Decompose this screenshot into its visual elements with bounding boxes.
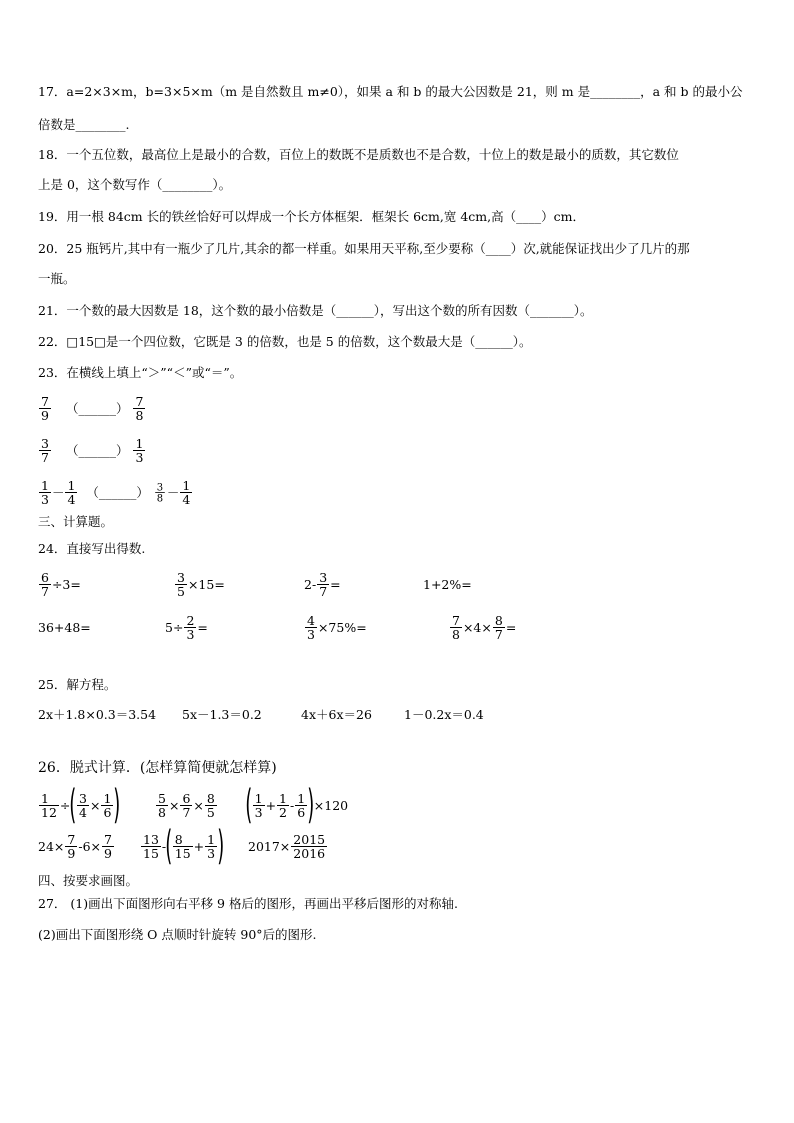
left-paren: ( — [69, 782, 77, 828]
fraction: $\frac{1}{2}$ — [279, 790, 287, 820]
q26-calc-4 — [38, 826, 115, 866]
q20-line1: 20．25 瓶钙片,其中有一瓶少了几片,其余的都一样重。如果用天平称,至少要称（____）次,就能保证找出少了几片的那 — [38, 241, 690, 256]
expr-text: ×120 — [313, 797, 349, 813]
operator: - — [161, 838, 167, 854]
answer-blank[interactable]: （______） — [65, 443, 129, 458]
fraction: $\frac{4}{3}$ — [307, 612, 315, 642]
fraction: $\frac{3}{4}$ — [79, 790, 87, 820]
fraction: $\frac{7}{9}$ — [67, 831, 76, 861]
expr-text: 2017× — [248, 838, 291, 854]
q21-line1: 21．一个数的最大因数是 18，这个数的最小倍数是（______），写出这个数的所有因数（_______）。 — [38, 303, 593, 318]
fraction: $\frac{2}{3}$ — [186, 612, 195, 642]
expr-text: 24× — [38, 838, 65, 854]
expr-text: = — [505, 619, 517, 635]
left-paren: ( — [165, 823, 173, 869]
fraction: $\frac{7}{8}$ — [452, 612, 460, 642]
answer-blank[interactable]: （______） — [86, 485, 149, 500]
expr-text: 1+2%= — [423, 576, 472, 592]
q24-expr-6 — [165, 607, 208, 647]
expr-text: ×15= — [187, 576, 225, 592]
q18-line1: 18．一个五位数，最高位上是最小的合数，百位上的数既不是质数也不是合数，十位上的数是最小的质数，其它数位 — [38, 147, 679, 162]
expr-text: = — [330, 576, 341, 592]
q26-title: 26．脱式计算．(怎样算简便就怎样算) — [38, 760, 277, 776]
q24-expr-4 — [423, 564, 472, 604]
minus-sign: － — [166, 485, 180, 500]
q27-line2: (2)画出下面图形绕 O 点顺时针旋转 90°后的图形. — [38, 927, 317, 942]
fraction: 1 3 — [254, 790, 263, 820]
q25-title: 25．解方程。 — [38, 677, 117, 692]
q24-expr-5 — [38, 607, 91, 647]
q26-calc-5 — [140, 823, 225, 869]
fraction: 13 15 — [143, 831, 159, 861]
right-paren: ) — [113, 782, 121, 828]
q27-line1: 27． (1)画出下面图形向右平移 9 格后的图形，再画出平移后图形的对称轴. — [38, 896, 458, 911]
expr-text: ×4× — [462, 619, 492, 635]
fraction: 1 3 — [41, 477, 49, 507]
fraction: $\frac{2015}{2016}$ — [293, 831, 326, 861]
minus-sign: － — [51, 485, 65, 500]
q25-eq-3: 4x＋6x＝26 — [301, 707, 372, 722]
fraction: $\frac{1}{3}$ — [207, 831, 216, 861]
q24-expr-1 — [38, 564, 81, 604]
q22-line1: 22．□15□是一个四位数，它既是 3 的倍数，也是 5 的倍数，这个数最大是（______）。 — [38, 334, 532, 349]
fraction: $\frac{1}{12}$ — [41, 790, 57, 820]
fraction: $\frac{8}{5}$ — [206, 790, 215, 820]
fraction: $\frac{5}{8}$ — [158, 790, 166, 820]
operator: + — [265, 797, 277, 813]
right-paren: ) — [217, 823, 225, 869]
q26-calc-6 — [248, 826, 328, 866]
q26-calc-3 — [245, 782, 349, 828]
expr-text: ×75%= — [317, 619, 367, 635]
right-paren: ) — [307, 782, 315, 828]
q17-line1: 17．a=2×3×m，b=3×5×m（m 是自然数且 m≠0），如果 a 和 b 的最大公因数是 21，则 m 是________，a 和 b 的最小公 — [38, 84, 743, 99]
fraction: $\frac{3}{5}$ — [177, 569, 185, 599]
q23-row-2 — [38, 430, 146, 470]
q25-eq-4: 1－0.2x＝0.4 — [404, 707, 484, 722]
q23-row-1 — [38, 388, 146, 428]
fraction: 3 8 — [156, 480, 164, 504]
fraction: 8 15 — [174, 831, 191, 861]
expr-text: = — [197, 619, 208, 635]
fraction: 1 4 — [67, 477, 76, 507]
expr-text: 5÷ — [165, 619, 184, 635]
q24-expr-8 — [449, 607, 516, 647]
fraction: 3 7 — [41, 435, 49, 465]
operator: - — [290, 797, 295, 813]
q25-eq-2: 5x－1.3＝0.2 — [182, 707, 262, 722]
expr-text: -6× — [78, 838, 101, 854]
fraction: $\frac{7}{9}$ — [104, 831, 112, 861]
q17-line2: 倍数是________. — [38, 117, 130, 132]
section-3-heading: 三、计算题。 — [38, 514, 114, 529]
fraction: 1 3 — [135, 435, 144, 465]
operator: ÷ — [59, 797, 71, 813]
q24-expr-3 — [304, 564, 341, 604]
answer-blank[interactable]: （______） — [65, 401, 129, 416]
fraction: $\frac{1}{6}$ — [103, 790, 112, 820]
q24-expr-2 — [174, 564, 225, 604]
q26-calc-1 — [38, 782, 121, 828]
fraction: $\frac{6}{7}$ — [41, 569, 49, 599]
fraction: $\frac{3}{7}$ — [319, 569, 328, 599]
expr-text: 2- — [304, 576, 317, 592]
q20-line2: 一瓶。 — [38, 271, 76, 286]
operator: × — [89, 797, 101, 813]
expr-text: 36+48= — [38, 619, 91, 635]
operator: × — [168, 797, 180, 813]
fraction: 7 8 — [135, 393, 144, 423]
q24-title: 24．直接写出得数. — [38, 541, 146, 556]
operator: × — [193, 797, 204, 813]
section-4-heading: 四、按要求画图。 — [38, 873, 139, 888]
q23-title: 23．在横线上填上“＞”“＜”或“＝”。 — [38, 365, 243, 380]
fraction: $\frac{8}{7}$ — [494, 612, 503, 642]
q19-line1: 19．用一根 84cm 长的铁丝恰好可以焊成一个长方体框架．框架长 6cm,宽 4cm,高（____）cm． — [38, 209, 585, 224]
operator: + — [193, 838, 205, 854]
fraction: 7 9 — [41, 393, 49, 423]
q23-row-3 — [38, 472, 193, 512]
q24-expr-7 — [304, 607, 367, 647]
expr-text: ÷3= — [51, 576, 81, 592]
left-paren: ( — [245, 782, 253, 828]
q26-calc-2 — [155, 785, 218, 825]
q18-line2: 上是 0，这个数写作（________）。 — [38, 177, 232, 192]
fraction: 1 6 — [297, 790, 306, 820]
q25-eq-1: 2x＋1.8×0.3＝3.54 — [38, 707, 157, 722]
fraction: 1 4 — [182, 477, 191, 507]
fraction: $\frac{6}{7}$ — [182, 790, 191, 820]
